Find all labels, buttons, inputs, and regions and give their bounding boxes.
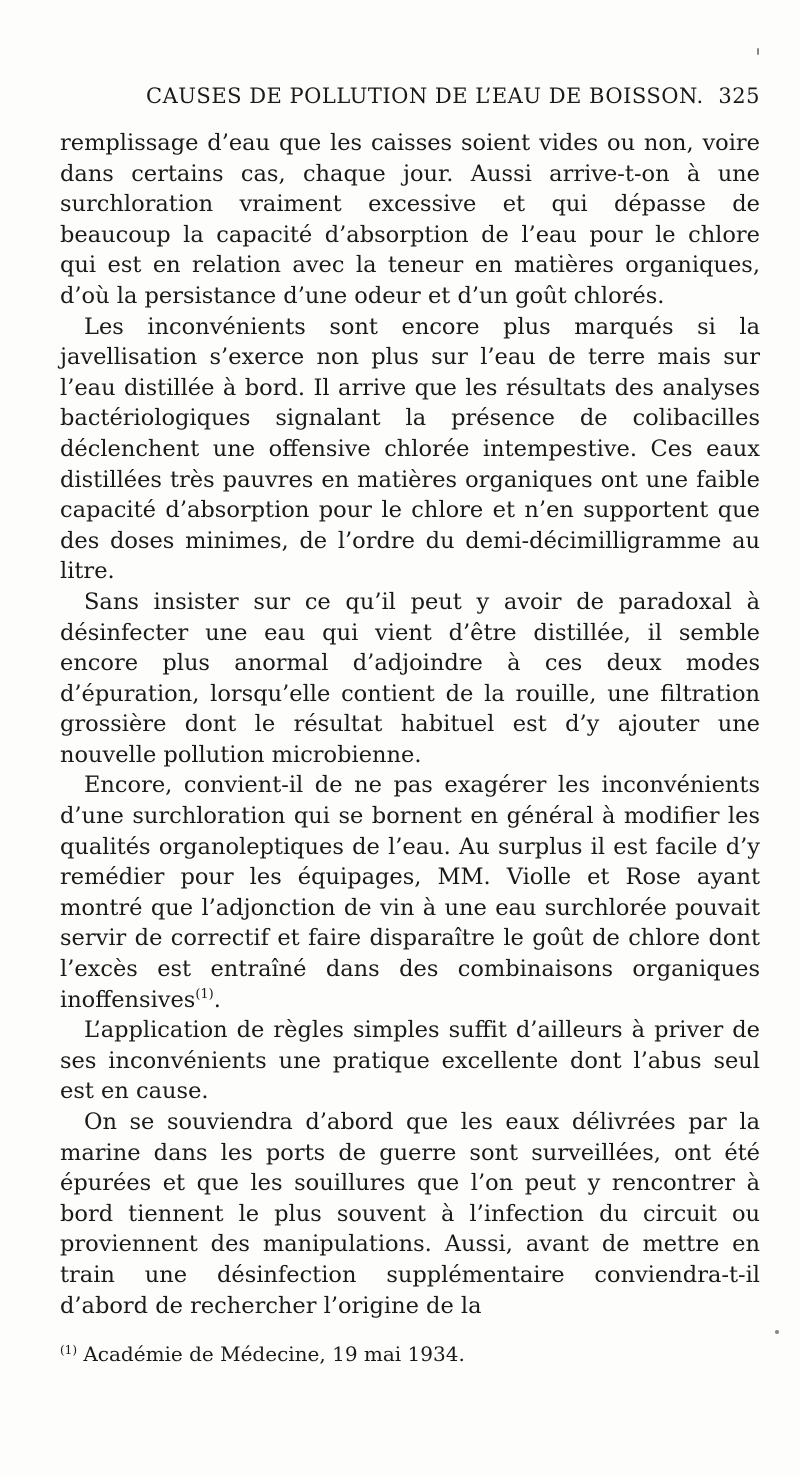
scan-speck bbox=[757, 48, 759, 55]
running-head bbox=[60, 84, 760, 114]
running-title: CAUSES DE POLLUTION DE L’EAU DE BOISSON. bbox=[146, 84, 704, 108]
paragraph-souviendra: On se souviendra d’abord que les eaux délivrées par la marine dans les ports de guerre sont surveillées, ont été épurées et que les souillures que l’on peut y rencontrer à bord tiennent le plus souvent à l’infection du circuit ou proviennent des manipulations. Aussi, avant de mettre en train une désinfection supplémentaire conviendra-t-il d’abord de rechercher l’origine de la bbox=[60, 1109, 760, 1319]
footnote-text: Académie de Médecine, 19 mai 1934. bbox=[83, 1342, 465, 1366]
scan-speck bbox=[775, 1330, 779, 1334]
footnote-mark: (1) bbox=[60, 1343, 77, 1357]
paragraph-surchloration-text: Encore, convient-il de ne pas exagérer les inconvénients d’une surchloration qui se bornent en général à modifier les qualités organoleptiques de l’eau. Au surplus il est facile d’y remédier pour les équipages, MM. Violle et Rose ayant montré que l’adjonction de vin à une eau surchlorée pouvait servir de correctif et faire disparaître le goût de chlore dont l’excès est entraîné dans des combinaisons organiques inoffensives bbox=[60, 772, 760, 1013]
paragraph-continued: remplissage d’eau que les caisses soient vides ou non, voire dans certains cas, chaque jour. Aussi arrive-t-on à une surchloration vraiment excessive et qui dépasse de beaucoup la capacité d’absorption de l’eau pour le chlore qui est en relation avec la teneur en matières organiques, d’où la persistance d’une odeur et d’un goût chlorés. bbox=[60, 130, 760, 309]
paragraph-paradoxal: Sans insister sur ce qu’il peut y avoir de paradoxal à désinfecter une eau qui vient d’être distillée, il semble encore plus anormal d’adjoindre à ces deux modes d’épuration, lorsqu’elle contient de la rouille, une filtration grossière dont le résultat habituel est d’y ajouter une nouvelle pollution microbienne. bbox=[60, 588, 760, 768]
page-number: 325 bbox=[718, 84, 760, 108]
paragraph-inconvenients: Les inconvénients sont encore plus marqués si la javellisation s’exerce non plus sur l’eau de terre mais sur l’eau distillée à bord. Il arrive que les résultats des analyses bactériologiques signalant la présence de colibacilles déclenchent une offensive chlorée intempestive. Ces eaux distillées très pauvres en matières organiques ont une faible capacité d’absorption pour le chlore et n’en supportent que des doses minimes, de l’ordre du demi-décimilligramme au litre. bbox=[60, 313, 760, 585]
paragraph-regles: L’application de règles simples suffit d’ailleurs à priver de ses inconvénients une pratique excellente dont l’abus seul est en cause. bbox=[60, 1017, 760, 1105]
body-text bbox=[60, 128, 760, 1321]
paragraph-surchloration bbox=[60, 770, 760, 1015]
footnote-reference[interactable]: (1) bbox=[195, 986, 214, 1002]
paragraph-surchloration-end: . bbox=[213, 986, 221, 1013]
footnote bbox=[60, 1340, 760, 1368]
